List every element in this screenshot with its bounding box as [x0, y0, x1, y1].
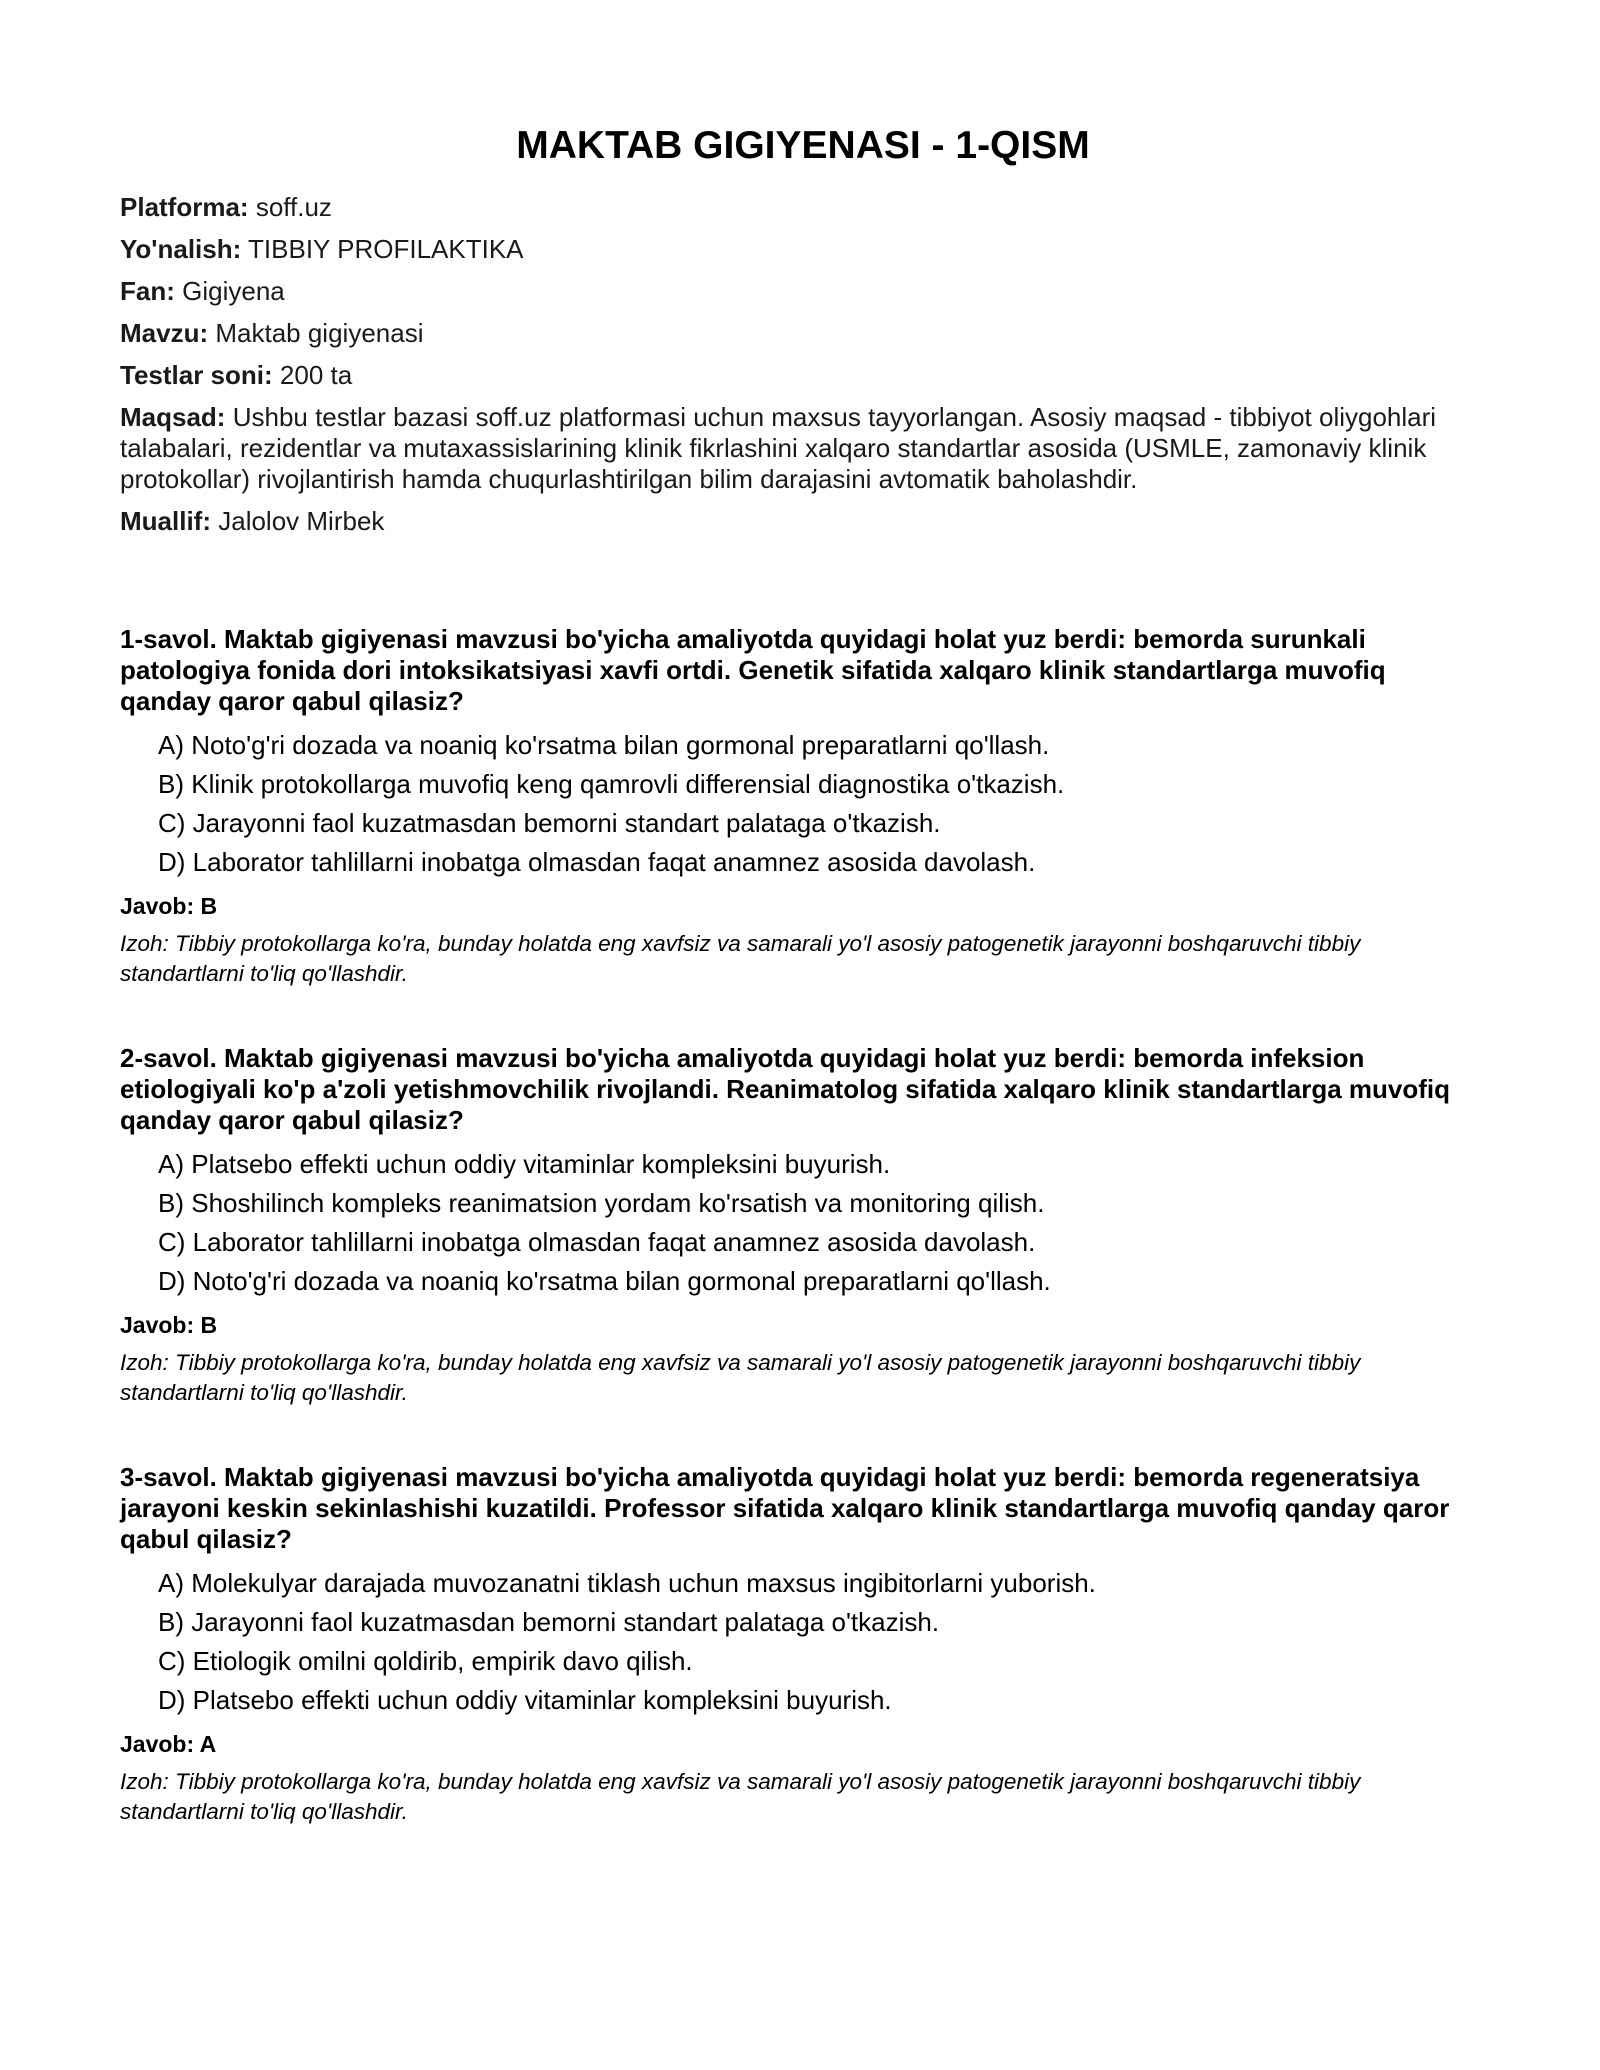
meta-author-label: Muallif: [120, 506, 211, 536]
section-spacer [120, 548, 1482, 624]
answer-label: Javob: B [120, 1312, 218, 1338]
question-block [120, 624, 1482, 989]
answer-label: Javob: A [120, 1731, 217, 1757]
meta-direction-value: TIBBIY PROFILAKTIKA [248, 234, 524, 264]
meta-direction-label: Yo'nalish: [120, 234, 242, 264]
meta-topic-label: Mavzu: [120, 318, 209, 348]
option-d: D) Noto'g'ri dozada va noaniq ko'rsatma bilan gormonal preparatlarni qo'llash. [158, 1266, 1051, 1296]
option-b: B) Jarayonni faol kuzatmasdan bemorni standart palataga o'tkazish. [158, 1607, 940, 1637]
meta-author [120, 506, 1482, 537]
meta-goal-value: Ushbu testlar bazasi soff.uz platformasi uchun maxsus tayyorlangan. Asosiy maqsad - tibbiyot oliygohlari talabalari, rezidentlar va mutaxassislarining klinik fikrlashini xalqaro standartlar asosida (USMLE, zamonaviy klinik protokollar) rivojlantirish hamda chuqurlashtirilgan bilim darajasini avtomatik baholashdir. [120, 402, 1437, 494]
option-a: A) Platsebo effekti uchun oddiy vitaminlar kompleksini buyurish. [158, 1149, 891, 1179]
meta-platform [120, 192, 1482, 223]
option-b: B) Klinik protokollarga muvofiq keng qamrovli differensial diagnostika o'tkazish. [158, 769, 1065, 799]
option-d: D) Laborator tahlillarni inobatga olmasdan faqat anamnez asosida davolash. [158, 847, 1036, 877]
question-gap [120, 989, 1482, 1043]
meta-platform-label: Platforma: [120, 192, 249, 222]
meta-goal-label: Maqsad: [120, 402, 226, 432]
question-text: 2-savol. Maktab gigiyenasi mavzusi bo'yicha amaliyotda quyidagi holat yuz berdi: bemorda infeksion etiologiyali ko'p a'zoli yetishmovchilik rivojlandi. Reanimatolog sifatida xalqaro klinik standartlarga muvofiq qanday qaror qabul qilasiz? [120, 1043, 1451, 1135]
option-d: D) Platsebo effekti uchun oddiy vitaminlar kompleksini buyurish. [158, 1685, 892, 1715]
option-list [120, 730, 1482, 878]
meta-direction [120, 234, 1482, 265]
question-block [120, 1043, 1482, 1408]
option-c: C) Etiologik omilni qoldirib, empirik davo qilish. [158, 1646, 693, 1676]
document-page [120, 118, 1482, 1827]
option-c: C) Laborator tahlillarni inobatga olmasdan faqat anamnez asosida davolash. [158, 1227, 1036, 1257]
explanation-note: Izoh: Tibbiy protokollarga ko'ra, bunday holatda eng xavfsiz va samarali yo'l asosiy patogenetik jarayonni boshqaruvchi tibbiy standartlarni to'liq qo'llashdir. [120, 931, 1361, 986]
meta-test-count-value: 200 ta [279, 360, 353, 390]
option-a: A) Noto'g'ri dozada va noaniq ko'rsatma bilan gormonal preparatlarni qo'llash. [158, 730, 1050, 760]
option-c: C) Jarayonni faol kuzatmasdan bemorni standart palataga o'tkazish. [158, 808, 941, 838]
meta-topic [120, 318, 1482, 349]
question-block [120, 1462, 1482, 1827]
option-b: B) Shoshilinch kompleks reanimatsion yordam ko'rsatish va monitoring qilish. [158, 1188, 1045, 1218]
explanation-note: Izoh: Tibbiy protokollarga ko'ra, bunday holatda eng xavfsiz va samarali yo'l asosiy patogenetik jarayonni boshqaruvchi tibbiy standartlarni to'liq qo'llashdir. [120, 1350, 1361, 1405]
question-text: 3-savol. Maktab gigiyenasi mavzusi bo'yicha amaliyotda quyidagi holat yuz berdi: bemorda regeneratsiya jarayoni keskin sekinlashishi kuzatildi. Professor sifatida xalqaro klinik standartlarga muvofiq qanday qaror qabul qilasiz? [120, 1462, 1450, 1554]
option-a: A) Molekulyar darajada muvozanatni tiklash uchun maxsus ingibitorlarni yuborish. [158, 1568, 1096, 1598]
meta-platform-value: soff.uz [255, 192, 332, 222]
answer-label: Javob: B [120, 893, 218, 919]
option-list [120, 1568, 1482, 1716]
question-gap [120, 1408, 1482, 1462]
meta-author-value: Jalolov Mirbek [218, 506, 385, 536]
question-text: 1-savol. Maktab gigiyenasi mavzusi bo'yicha amaliyotda quyidagi holat yuz berdi: bemorda surunkali patologiya fonida dori intoksikatsiyasi xavfi ortdi. Genetik sifatida xalqaro klinik standartlarga muvofiq qanday qaror qabul qilasiz? [120, 624, 1386, 716]
document-title: MAKTAB GIGIYENASI - 1-QISM [516, 124, 1090, 167]
meta-goal [120, 402, 1482, 495]
meta-subject-value: Gigiyena [182, 276, 285, 306]
meta-test-count-label: Testlar soni: [120, 360, 273, 390]
option-list [120, 1149, 1482, 1297]
explanation-note: Izoh: Tibbiy protokollarga ko'ra, bunday holatda eng xavfsiz va samarali yo'l asosiy patogenetik jarayonni boshqaruvchi tibbiy standartlarni to'liq qo'llashdir. [120, 1769, 1361, 1824]
meta-test-count [120, 360, 1482, 391]
meta-subject-label: Fan: [120, 276, 175, 306]
meta-topic-value: Maktab gigiyenasi [215, 318, 424, 348]
meta-subject [120, 276, 1482, 307]
